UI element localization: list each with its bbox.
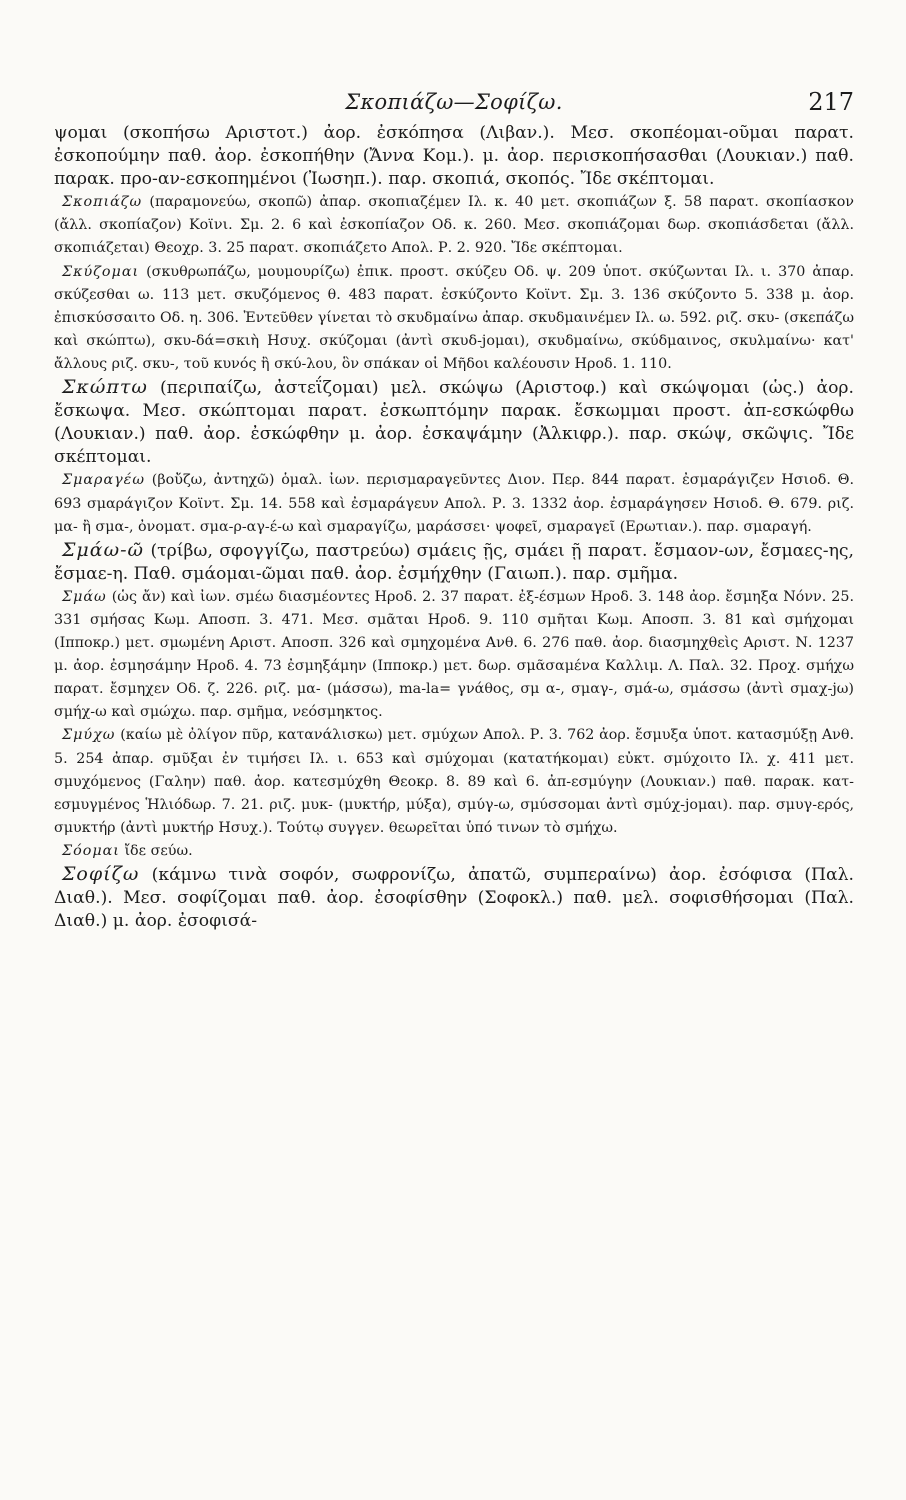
entry-text: (τρίβω, σφογγίζω, παστρεύω) σμάεις ῇς, σμάει ῇ παρατ. ἔσμαον-ων, ἔσμαες-ης, ἔσμαε-η. Παθ. σμάομαι-ῶμαι παθ. ἀορ. ἐσμήχθην (Γαιωπ.). παρ. σμῆμα. [54,540,854,584]
entry-text: ψομαι (σκοπήσω Αριστοτ.) ἀορ. ἐσκόπησα (Λιβαν.). Μεσ. σκοπέομαι-οῦμαι παρατ. ἐσκοπούμην παθ. ἀορ. ἐσκοπήθην (Ἄννα Κομ.). μ. ἀορ. περισκοπήσασθαι (Λουκιαν.) παθ. παρακ. προ-αν-εσκοπημένοι (Ἰωσηπ.). παρ. σκοπιά, σκοπός. Ἴδε σκέπτομαι. [54,123,854,190]
page-header [54,88,854,122]
running-head: Σκοπιάζω—Σοφίζω. [345,90,563,114]
entry-skopto [54,376,854,469]
entry-text: ἴδε σεύω. [124,842,193,859]
headword: Σκώπτω [62,376,148,399]
headword: Σμύχω [62,727,116,744]
headword: Σκοπιάζω [62,194,143,211]
entry-smao-second [54,586,854,725]
headword: Σμάω-ῶ [62,538,145,561]
headword: Σμαραγέω [62,472,145,489]
headword: Σοφίζω [62,863,140,885]
entry-skopiazo [54,191,854,260]
entry-skopeo-continuation [54,122,854,191]
entry-text: (περιπαίζω, ἀστεΐζομαι) μελ. σκώψω (Αριστοφ.) καὶ σκώψομαι (ὡς.) ἀορ. ἔσκωψα. Μεσ. σκώπτομαι παρατ. ἐσκωπτόμην παρακ. ἔσκωμμαι προστ. ἀπ-εσκώφθω (Λουκιαν.) παθ. ἀορ. ἐσκώφθην μ. ἀορ. ἐσκαψάμην (Ἀλκιφρ.). παρ. σκώψ, σκῶψις. Ἴδε σκέπτομαι. [54,378,854,468]
entry-sodomai [54,840,854,863]
page-number: 217 [808,88,854,116]
entry-smarageo [54,469,854,538]
entry-text: (σκυθρωπάζω, μουμουρίζω) ἐπικ. προστ. σκύζευ Οδ. ψ. 209 ὑποτ. σκύζωνται Ιλ. ι. 370 ἀπαρ. σκύζεσθαι ω. 113 μετ. σκυζόμενος θ. 483 παρατ. ἐσκύζοντο Κοϊντ. Σμ. 3. 136 σκύζοντο 5. 338 μ. ἀορ. ἐπισκύσσαιτο Οδ. η. 306. Ἐντεῦθεν γίνεται τὸ σκυδμαίνω ἀπαρ. σκυδμαινέμεν Ιλ. ω. 592. ριζ. σκυ- (σκεπάζω καὶ σκώπτω), σκυ-δά=σκιὴ Ησυχ. σκύζομαι (ἀντὶ σκυδ-jομαι), σκυδμαίνω, σκύδμαινος, σκυλμαίνω· κατ' ἄλλους ριζ. σκυ-, τοῦ κυνός ἢ σκύ-λου, ὃν σπάκαν οἱ Μῆδοι καλέουσιν Ηροδ. 1. 110. [54,263,855,372]
page-body [54,122,854,933]
headword: Σκύζομαι [62,263,140,280]
headword: Σμάω [62,588,107,605]
entry-text: (ὡς ἄν) καὶ ἰων. σμέω διασμέοντες Ηροδ. 2. 37 παρατ. ἐξ-έσμων Ηροδ. 3. 148 ἀορ. ἔσμηξα Νόνν. 25. 331 σμήσας Κωμ. Αποσπ. 3. 471. Μεσ. σμᾶται Ηροδ. 9. 110 σμῆται Κωμ. Αποσπ. 3. 81 καὶ σμήχομαι (Ιπποκρ.) μετ. σμωμένη Αριστ. Αποσπ. 326 καὶ σμηχομένα Ανθ. 6. 276 παθ. ἀορ. διασμηχθεὶς Αριστ. Ν. 1237 μ. ἀορ. ἐσμησάμην Ηροδ. 4. 73 ἐσμηξάμην (Ιπποκρ.) μετ. δωρ. σμᾶσαμένα Καλλιμ. Λ. Παλ. 32. Προχ. σμήχω παρατ. ἔσμηχεν Οδ. ζ. 226. ριζ. μα- (μάσσω), ma-la= γνάθος, σμ α-, σμαγ-, σμά-ω, σμάσσω (ἀντὶ σμαχ-jω) σμήχ-ω καὶ σμώχω. παρ. σμῆμα, νεόσμηκτος. [54,588,854,721]
entry-smao [54,539,854,586]
entry-text: (βοὔζω, ἀντηχῶ) ὁμαλ. ἰων. περισμαραγεῦντες Διον. Περ. 844 παρατ. ἐσμαράγιζεν Ησιοδ. Θ. 693 σμαράγιζον Κοϊντ. Σμ. 14. 558 καὶ ἐσμαράγευν Απολ. Ρ. 3. 1332 ἀορ. ἐσμαράγησεν Ησιοδ. Θ. 679. ριζ. μα- ἢ σμα-, ὀνοματ. σμα-ρ-αγ-έ-ω καὶ σμαραγίζω, μαράσσει· ψοφεῖ, σμαραγεῖ (Ερωτιαν.). παρ. σμαραγή. [54,472,854,535]
entry-text: (καίω μὲ ὀλίγον πῦρ, κατανάλισκω) μετ. σμύχων Απολ. Ρ. 3. 762 ἀορ. ἔσμυξα ὑποτ. κατασμύξῃ Ανθ. 5. 254 ἀπαρ. σμῦξαι ἐν τιμήσει Ιλ. ι. 653 καὶ σμύχομαι (κατατήκομαι) εὐκτ. σμύχοιτο Ιλ. χ. 411 μετ. σμυχόμενος (Γαλην) παθ. ἀορ. κατεσμύχθη Θεοκρ. 8. 89 καὶ 6. ἀπ-εσμύγην (Λουκιαν.) παθ. παρακ. κατ-εσμυγμένος Ἡλιόδωρ. 7. 21. ριζ. μυκ- (μυκτήρ, μύξα), σμύγ-ω, σμύσσομαι ἀντὶ σμύχ-jομαι). παρ. σμυγ-ερός, σμυκτήρ (ἀντὶ μυκτήρ Ησυχ.). Τούτῳ συγγεν. θεωρεῖται ὑπό τινων τὸ σμήχω. [54,727,854,836]
entry-text: (κάμνω τινὰ σοφόν, σωφρονίζω, ἀπατῶ, συμπεραίνω) ἀορ. ἐσόφισα (Παλ. Διαθ.). Μεσ. σοφίζομαι παθ. ἀορ. ἐσοφίσθην (Σοφοκλ.) παθ. μελ. σοφισθήσομαι (Παλ. Διαθ.) μ. ἀορ. ἐσοφισά- [54,865,854,932]
entry-text: (παραμονεύω, σκοπῶ) ἀπαρ. σκοπιαζέμεν Ιλ. κ. 40 μετ. σκοπιάζων ξ. 58 παρατ. σκοπίασκον (ἄλλ. σκοπίαζον) Κοϊνι. Σμ. 2. 6 καὶ ἐσκοπίαζον Οδ. κ. 260. Μεσ. σκοπιάζομαι δωρ. σκοπιάσδεται (ἄλλ. σκοπιάζεται) Θεοχρ. 3. 25 παρατ. σκοπιάζετο Απολ. Ρ. 2. 920. Ἴδε σκέπτομαι. [54,194,854,257]
headword: Σόομαι [62,842,120,859]
entry-sofizo [54,863,854,933]
dictionary-page [54,88,854,933]
entry-skyzomai [54,261,854,376]
entry-smycho [54,724,854,839]
